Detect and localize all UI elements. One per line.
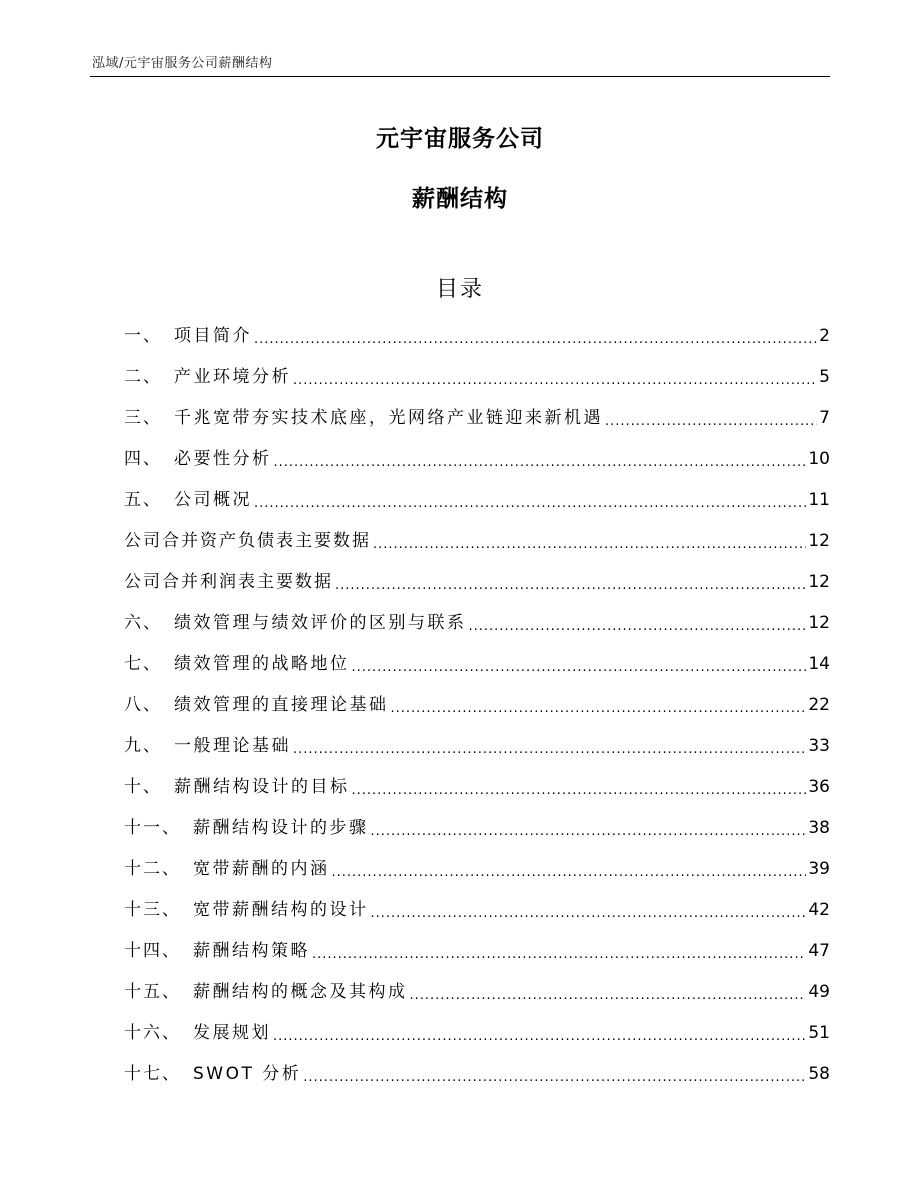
toc-entry[interactable] xyxy=(124,607,830,648)
toc-entry[interactable] xyxy=(124,689,830,730)
toc-dot-leader xyxy=(303,1068,806,1088)
toc-entry-number: 六、 xyxy=(124,613,162,633)
toc-heading: 目录 xyxy=(435,277,484,302)
toc-entry[interactable] xyxy=(124,1058,830,1099)
toc-dot-leader xyxy=(293,740,806,760)
toc-dot-leader xyxy=(605,412,817,432)
toc-entry[interactable] xyxy=(124,525,830,566)
toc-entry-number: 一、 xyxy=(124,326,162,346)
toc-entry-title: 一般理论基础 xyxy=(174,736,291,756)
toc-entry[interactable] xyxy=(124,976,830,1017)
toc-entry-title: 产业环境分析 xyxy=(174,367,291,387)
toc-entry-page-number: 38 xyxy=(808,818,830,838)
toc-entry[interactable] xyxy=(124,894,830,935)
toc-entry-number: 九、 xyxy=(124,736,162,756)
toc-entry-page-number: 51 xyxy=(808,1023,830,1043)
toc-entry[interactable] xyxy=(124,853,830,894)
toc-entry-page-number: 14 xyxy=(808,654,830,674)
toc-entry-number: 五、 xyxy=(124,490,162,510)
toc-entry[interactable] xyxy=(124,443,830,484)
toc-entry[interactable] xyxy=(124,361,830,402)
toc-entry-page-number: 12 xyxy=(808,613,830,633)
toc-entry[interactable] xyxy=(124,812,830,853)
toc-dot-leader xyxy=(254,330,817,350)
toc-entry-title: 绩效管理的战略地位 xyxy=(174,654,350,674)
toc-entry-page-number: 5 xyxy=(819,367,830,387)
toc-entry-title: 公司合并利润表主要数据 xyxy=(124,572,333,592)
toc-entry-title: 宽带薪酬结构的设计 xyxy=(193,900,369,920)
toc-dot-leader xyxy=(391,699,807,719)
toc-entry[interactable] xyxy=(124,320,830,361)
toc-entry-number: 十四、 xyxy=(124,941,181,961)
toc-entry-page-number: 39 xyxy=(808,859,830,879)
toc-dot-leader xyxy=(371,822,807,842)
toc-entry-page-number: 47 xyxy=(808,941,830,961)
toc-entry[interactable] xyxy=(124,935,830,976)
toc-entry-title: 千兆宽带夯实技术底座，光网络产业链迎来新机遇 xyxy=(174,408,603,428)
toc-entry-title: 公司概况 xyxy=(174,490,252,510)
toc-entry[interactable] xyxy=(124,1017,830,1058)
running-header: 泓域/元宇宙服务公司薪酬结构 xyxy=(92,56,273,71)
toc-dot-leader xyxy=(274,453,807,473)
toc-entry-title: 薪酬结构策略 xyxy=(193,941,310,961)
toc-entry-page-number: 49 xyxy=(808,982,830,1002)
toc-entry-title: 宽带薪酬的内涵 xyxy=(193,859,330,879)
toc-entry-title: 项目简介 xyxy=(174,326,252,346)
toc-entry-page-number: 36 xyxy=(808,777,830,797)
document-subtitle: 薪酬结构 xyxy=(412,186,508,212)
toc-dot-leader xyxy=(332,863,807,883)
toc-dot-leader xyxy=(352,658,807,678)
document-title: 元宇宙服务公司 xyxy=(376,126,544,152)
toc-entry-page-number: 2 xyxy=(819,326,830,346)
toc-dot-leader xyxy=(335,576,806,596)
toc-entry-page-number: 58 xyxy=(808,1064,830,1084)
toc-entry-page-number: 12 xyxy=(808,572,830,592)
toc-entry-page-number: 12 xyxy=(808,531,830,551)
toc-entry-number: 十二、 xyxy=(124,859,181,879)
toc-entry[interactable] xyxy=(124,648,830,689)
toc-entry-number: 十五、 xyxy=(124,982,181,1002)
toc-dot-leader xyxy=(312,945,806,965)
toc-entry-page-number: 7 xyxy=(819,408,830,428)
toc-dot-leader xyxy=(410,986,807,1006)
toc-entry[interactable] xyxy=(124,566,830,607)
toc-entry-page-number: 33 xyxy=(808,736,830,756)
table-of-contents xyxy=(124,320,830,1099)
toc-dot-leader xyxy=(469,617,807,637)
toc-dot-leader xyxy=(273,1027,806,1047)
toc-entry[interactable] xyxy=(124,771,830,812)
toc-entry-title: 薪酬结构设计的目标 xyxy=(174,777,350,797)
toc-entry-title: 绩效管理与绩效评价的区别与联系 xyxy=(174,613,467,633)
toc-dot-leader xyxy=(352,781,807,801)
toc-entry-title: 绩效管理的直接理论基础 xyxy=(174,695,389,715)
toc-entry-title: 薪酬结构设计的步骤 xyxy=(193,818,369,838)
toc-entry-title: 薪酬结构的概念及其构成 xyxy=(193,982,408,1002)
toc-entry[interactable] xyxy=(124,484,830,525)
header-rule xyxy=(90,76,830,77)
toc-dot-leader xyxy=(371,904,807,924)
toc-entry-page-number: 42 xyxy=(808,900,830,920)
toc-entry-title: 发展规划 xyxy=(193,1023,271,1043)
toc-dot-leader xyxy=(373,535,806,555)
toc-entry-number: 七、 xyxy=(124,654,162,674)
toc-entry-number: 八、 xyxy=(124,695,162,715)
toc-entry-number: 十、 xyxy=(124,777,162,797)
toc-entry-page-number: 22 xyxy=(808,695,830,715)
toc-entry-page-number: 11 xyxy=(808,490,830,510)
toc-dot-leader xyxy=(254,494,806,514)
toc-entry-number: 十三、 xyxy=(124,900,181,920)
toc-entry-title: 公司合并资产负债表主要数据 xyxy=(124,531,371,551)
toc-entry-page-number: 10 xyxy=(808,449,830,469)
toc-entry-title: 必要性分析 xyxy=(174,449,272,469)
toc-entry-number: 四、 xyxy=(124,449,162,469)
toc-entry-number: 十六、 xyxy=(124,1023,181,1043)
toc-entry-number: 十七、 xyxy=(124,1064,181,1084)
toc-entry-number: 三、 xyxy=(124,408,162,428)
toc-entry-number: 十一、 xyxy=(124,818,181,838)
toc-dot-leader xyxy=(293,371,817,391)
toc-entry[interactable] xyxy=(124,402,830,443)
toc-entry-number: 二、 xyxy=(124,367,162,387)
toc-entry-title: SWOT 分析 xyxy=(193,1064,302,1084)
toc-entry[interactable] xyxy=(124,730,830,771)
